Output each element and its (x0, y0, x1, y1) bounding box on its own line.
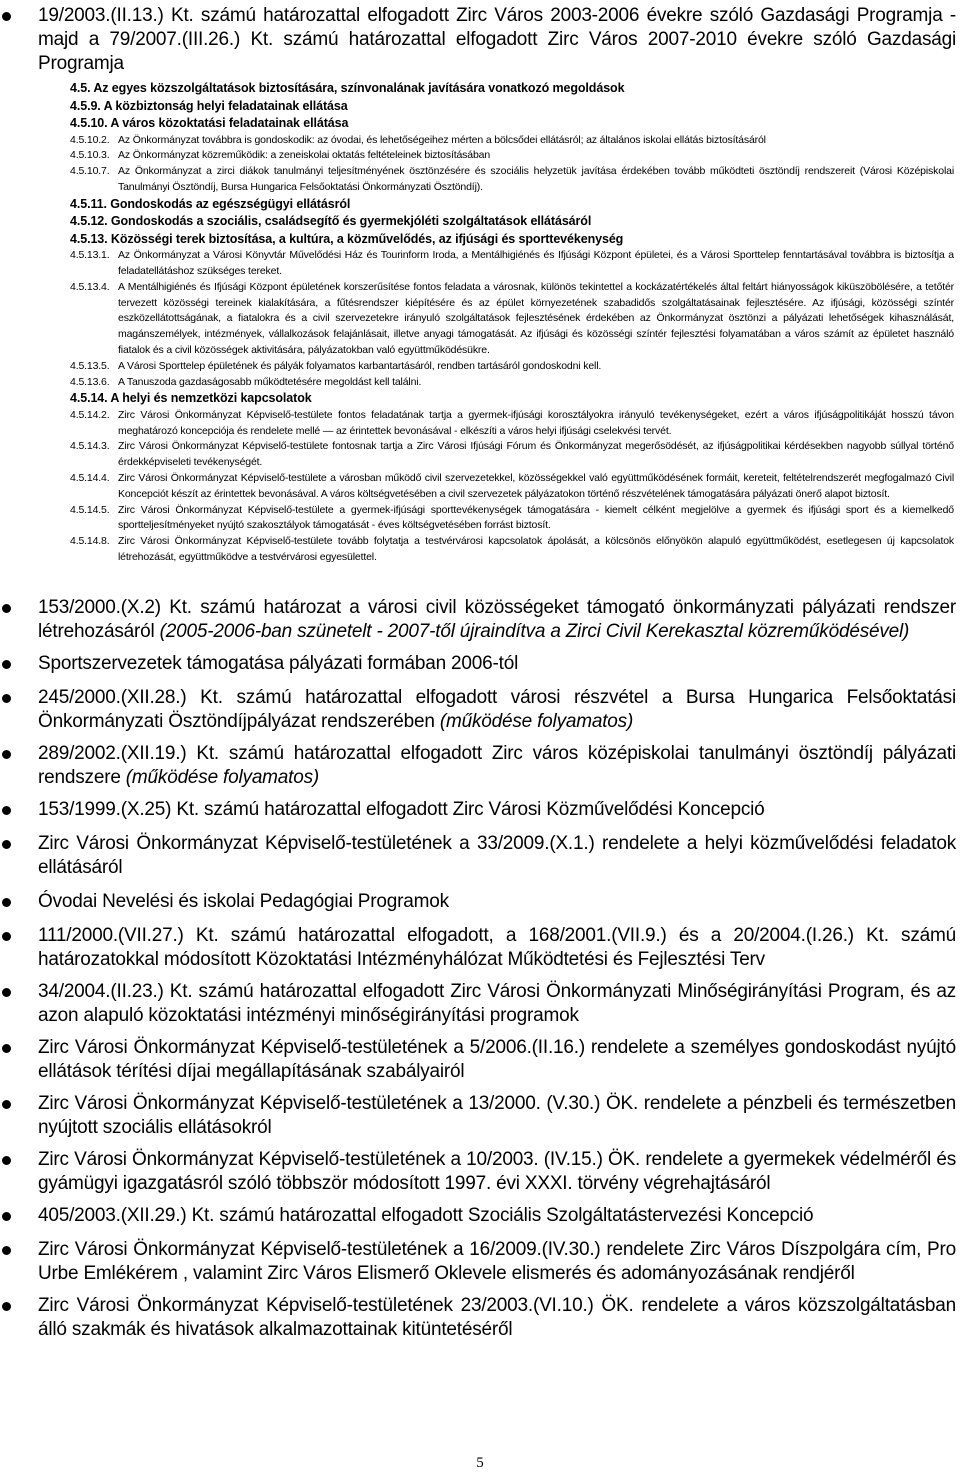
subsection-item (70, 133, 954, 149)
bullet-icon (2, 1212, 11, 1221)
bullet-icon (2, 694, 11, 703)
bullet-icon (2, 932, 11, 941)
item-text: 153/2000.(X.2) Kt. számú határozat a városi civil közösségeket támogató önkormányzati pályázati rendszer létrehozásáról (38, 597, 956, 642)
item-text: Zirc Városi Önkormányzat Képviselő-testületének a 33/2009.(X.1.) rendelete a helyi közművelődési feladatok ellátásáról (38, 833, 956, 878)
item-number: 4.5.14.8. (70, 535, 110, 548)
item-number: 4.5.10.3. (70, 149, 110, 162)
item-text: Zirc Városi Önkormányzat Képviselő-testületének a 5/2006.(II.16.) rendelete a személyes gondoskodást nyújtó ellátások térítési díjai megállapításának szabályairól (38, 1037, 956, 1082)
section-heading: 4.5.12. Gondoskodás a szociális, családsegítő és gyermekjóléti szolgáltatások ellátásáról (70, 214, 592, 229)
item-number: 4.5.13.1. (70, 249, 110, 262)
item-text: Zirc Városi Önkormányzat Képviselő-testületének a 10/2003. (IV.15.) ÖK. rendelete a gyermekek védelméről és gyámügyi igazgatásról szóló többször módosított 1997. évi XXXI. törvény végrehajtásáról (38, 1149, 956, 1194)
list-item (0, 1148, 960, 1196)
item-text: Az Önkormányzat a zirci diákok tanulmányi teljesítményének ösztönzésére és szociális helyzetük javítása érdekében tovább működteti ösztöndíj rendszereit (Városi Középiskolai Tanulmányi Ösztöndíj, Bursa Hungarica Felsőoktatási Önkormányzati Ösztöndíj). (118, 165, 954, 193)
subsection-item (70, 359, 954, 375)
item-text: 405/2003.(XII.29.) Kt. számú határozattal elfogadott Szociális Szolgáltatástervezési Koncepció (38, 1205, 814, 1226)
item-economic-program (0, 4, 960, 566)
item-text: 289/2002.(XII.19.) Kt. számú határozattal elfogadott Zirc város középiskolai tanulmányi ösztöndíj pályázati rendszere (38, 743, 956, 788)
list-item (0, 596, 960, 644)
item-number: 4.5.10.2. (70, 133, 110, 146)
section-heading: 4.5.11. Gondoskodás az egészségügyi ellátásról (70, 196, 351, 211)
item-number: 4.5.14.5. (70, 503, 110, 516)
item-number: 4.5.10.7. (70, 165, 110, 178)
subsection-item (70, 148, 954, 164)
item-text: Zirc Városi Önkormányzat Képviselő-testülete fontosnak tartja a Zirc Városi Ifjúsági Fórum és Önkormányzat megerősödését, az ifjúságpolitikai kérdésekben nagyobb súllyal történő érdekképviseleti tevékenységét. (118, 440, 954, 469)
item-text: 34/2004.(II.23.) Kt. számú határozattal elfogadott Zirc Városi Önkormányzati Minőségirányítási Program, és az azon alapuló közoktatási intézményi minőségirányítási programok (38, 981, 956, 1026)
list-item (0, 798, 960, 822)
section-heading: 4.5.10. A város közoktatási feladatainak ellátása (70, 116, 349, 130)
item-text: A Városi Sporttelep épületének és pályák folyamatos karbantartásáról, rendben tartásáról gondoskodni kell. (118, 359, 602, 372)
item-text: Zirc Városi Önkormányzat Képviselő-testülete tovább folytatja a testvérvárosi kapcsolatok ápolását, a kölcsönös előnyökön alapuló együttműködést, esetlegesen új kapcsolatok létrehozását, együttműködve a testvérvárosi egyesülettel. (118, 535, 954, 564)
item-note: (működése folyamatos) (434, 711, 634, 732)
item-text: Zirc Városi Önkormányzat Képviselő-testülete fontos feladatának tartja a gyermek-ifjúsági korosztályokra irányuló tevékenységeket, ezért a város ifjúságpolitikáját hosszú távon meghatározó koncepciója és rendelete mellé — az érintettek bevonásával - elkészíti a város helyi ifjúsági cselekvési tervét. (118, 408, 954, 437)
item-number: 4.5.13.5. (70, 359, 110, 372)
item-number: 4.5.13.6. (70, 375, 110, 388)
item-text: A Tanuszoda gazdaságosabb működtetésére megoldást kell találni. (118, 375, 422, 388)
list-item (0, 1294, 960, 1342)
bullet-icon (2, 988, 11, 997)
page-number: 5 (476, 1455, 484, 1471)
list-item (0, 980, 960, 1028)
subsection-item (70, 534, 954, 566)
subsection-item (70, 164, 954, 196)
item-note: (2005-2006-ban szünetelt - 2007-től újraindítva a Zirci Civil Kerekasztal közreműködésével) (154, 621, 910, 642)
item-text: 111/2000.(VII.27.) Kt. számú határozattal elfogadott, a 168/2001.(VII.9.) és a 20/2004.(I.26.) Kt. számú határozatokkal módosított Közoktatási Intézményhálózat Működtetési és Fejlesztési Terv (38, 925, 956, 970)
subsection-item (70, 439, 954, 471)
item-text: Az Önkormányzat a Városi Könyvtár Művelődési Ház és Tourinform Iroda, a Mentálhigiénés és Ifjúsági Központ épületei, és a Városi Sporttelep fenntartásával továbbra is biztosítja a feladatellátáshoz szükséges tereket. (118, 249, 954, 277)
list-item (0, 832, 960, 880)
list-item (0, 1036, 960, 1084)
bullet-icon (2, 604, 11, 613)
list-item (0, 742, 960, 790)
list-item (0, 1092, 960, 1140)
item-number: 4.5.14.3. (70, 440, 110, 453)
subsection-item (70, 248, 954, 280)
list-item (0, 1238, 960, 1286)
subsection-item (70, 503, 954, 535)
list-item (0, 1204, 960, 1228)
item-number: 4.5.14.4. (70, 472, 110, 485)
bullet-icon (2, 1246, 11, 1255)
item-text: A Mentálhigiénés és Ifjúsági Központ épületének korszerűsítése fontos feladata a városnak, különös tekintettel a kockázatértékelés által feltárt hiányosságok kiküszöbölésére, a tetőtér tervezett közösségi tereinek kialakítására, a fűtésrendszer kiépítésére és az épület környezetének szabadidős szolgáltatásainak fejlesztésére. Az ifjúsági, közösségi színtér eszközellátottságának, a fiatalokra és a civil szervezetekre irányuló szolgáltatások fejlesztésének érdekében az Önkormányzat ösztönzi a pályázati lehetőségek kihasználását, magánszemélyek, intézmények, vállalkozások felajánlásait, illetve anyagi támogatását. Az ifjúsági és közösségi színtér fejlesztési folyamatában a város számít az épületet használó fiatalok és a civil közösségek aktivitására, pályázatokban való együttműködésükre. (118, 280, 954, 356)
item-text: Az Önkormányzat továbbra is gondoskodik: az óvodai, és lehetőségeihez mérten a bölcsődei ellátásról; az általános iskolai ellátás biztosításáról (118, 133, 766, 146)
item-note: (működése folyamatos) (120, 767, 320, 788)
item-text: Óvodai Nevelési és iskolai Pedagógiai Programok (38, 891, 449, 912)
subsection-item (70, 280, 954, 359)
subsection-item (70, 375, 954, 391)
list-item (0, 4, 960, 76)
item-text: Zirc Városi Önkormányzat Képviselő-testülete a városban működő civil szervezetekkel, közösségekkel való együttműködésének formáit, kereteit, feltételrendszerét megfogalmazó Civil Koncepciót készít az érintettek bevonásával. A város költségvetésében a civil szervezetek pályázatokon történő részvételének támogatására pályázati önerő alapot biztosít. (118, 472, 954, 500)
bullet-icon (2, 1100, 11, 1109)
section-heading: 4.5.14. A helyi és nemzetközi kapcsolatok (70, 391, 312, 406)
section-heading: 4.5.9. A közbiztonság helyi feladatainak ellátása (70, 98, 348, 113)
document-list (0, 596, 960, 1342)
list-item (0, 890, 960, 914)
bullet-icon (2, 750, 11, 759)
item-text: 153/1999.(X.25) Kt. számú határozattal elfogadott Zirc Városi Közművelődési Koncepció (38, 799, 765, 820)
subsection-item (70, 408, 954, 440)
subsection-list (70, 80, 954, 566)
item-text: Zirc Városi Önkormányzat Képviselő-testülete a gyermek-ifjúsági sporttevékenységek támogatására - kiemelt célként megjelölve a gyermek és ifjúsági sport és a kiemelkedő sportteljesítményeket nyújtó szakosztályok támogatását - éves költségvetésében forrást biztosít. (118, 503, 954, 532)
item-text: Sportszervezetek támogatása pályázati formában 2006-tól (38, 653, 519, 674)
section-heading: 4.5.13. Közösségi terek biztosítása, a kultúra, a közművelődés, az ifjúsági és sporttevékenység (70, 231, 624, 246)
item-text: Az Önkormányzat közreműködik: a zeneiskolai oktatás feltételeinek biztosításában (118, 149, 491, 162)
item-text: 245/2000.(XII.28.) Kt. számú határozattal elfogadott városi részvétel a Bursa Hungarica Felsőoktatási Önkormányzati Ösztöndíjpályázat rendszerében (38, 687, 956, 732)
bullet-icon (2, 1044, 11, 1053)
item-number: 4.5.13.4. (70, 280, 110, 293)
item-number: 4.5.14.2. (70, 408, 110, 421)
bullet-icon (2, 806, 11, 815)
bullet-icon (2, 1156, 11, 1165)
bullet-icon (2, 840, 11, 849)
bullet-icon (2, 12, 11, 21)
item-text: Zirc Városi Önkormányzat Képviselő-testületének a 16/2009.(IV.30.) rendelete Zirc Város Díszpolgára cím, Pro Urbe Emlékérem , valamint Zirc Város Elismerő Oklevele elismerés és adományozásának rendjéről (38, 1239, 956, 1284)
list-item (0, 924, 960, 972)
bullet-icon (2, 898, 11, 907)
subsection-item (70, 471, 954, 503)
item-text: Zirc Városi Önkormányzat Képviselő-testületének a 13/2000. (V.30.) ÖK. rendelete a pénzbeli és természetben nyújtott szociális ellátásokról (38, 1093, 956, 1138)
item-text: 19/2003.(II.13.) Kt. számú határozattal elfogadott Zirc Város 2003-2006 évekre szóló Gazdasági Programja - majd a 79/2007.(III.26.) Kt. számú határozattal elfogadott Zirc Város 2007-2010 évekre szóló Gazdasági Programja (38, 5, 956, 74)
bullet-icon (2, 1302, 11, 1311)
bullet-icon (2, 660, 11, 669)
list-item (0, 686, 960, 734)
section-heading: 4.5. Az egyes közszolgáltatások biztosítására, színvonalának javítására vonatkozó megoldások (70, 81, 625, 95)
list-item (0, 652, 960, 676)
item-text: Zirc Városi Önkormányzat Képviselő-testületének 23/2003.(VI.10.) ÖK. rendelete a város közszolgáltatásban álló szakmák és hivatások alkalmazottainak kitüntetéséről (38, 1295, 956, 1340)
